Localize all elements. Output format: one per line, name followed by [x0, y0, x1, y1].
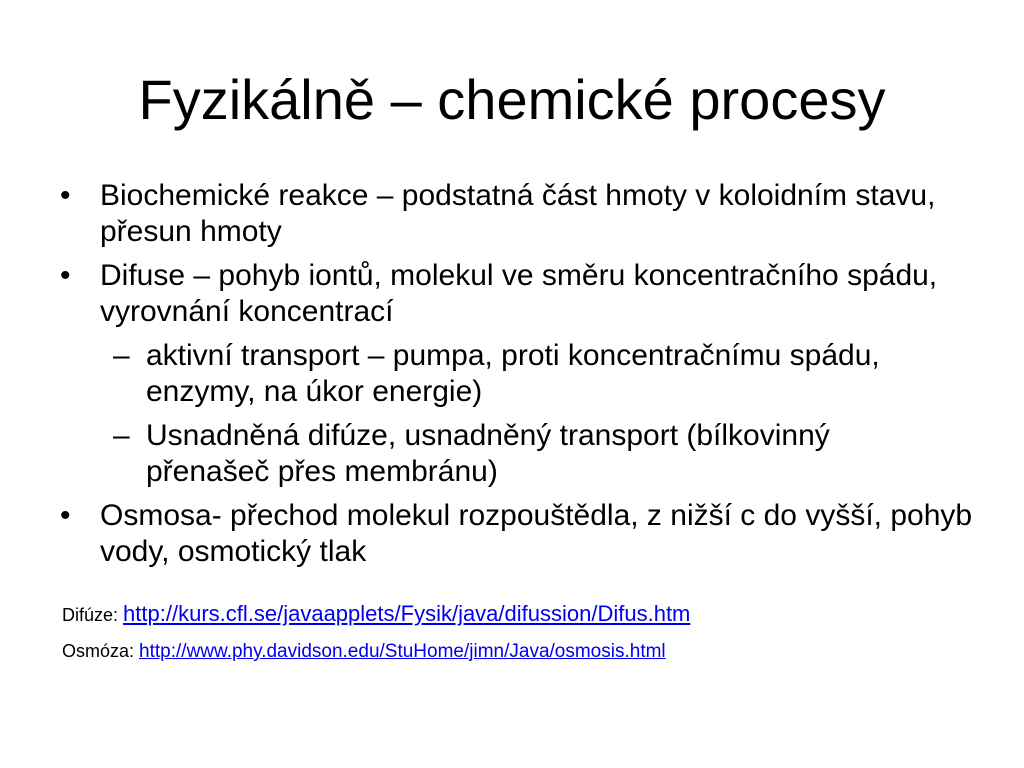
- bullet-item-biochemicke-reakce: [0, 178, 980, 250]
- link-label-difuze: Difúze:: [62, 605, 119, 625]
- sub-bullet-text: Usnadněná difúze, usnadněný transport (bílkovinný přenašeč přes membránu): [146, 419, 830, 488]
- bullet-text: Difuse – pohyb iontů, molekul ve směru koncentračního spádu, vyrovnání koncentrací: [100, 259, 938, 328]
- sub-bullet-marker: –: [113, 419, 130, 452]
- osmoza-link[interactable]: http://www.phy.davidson.edu/StuHome/jimn/Java/osmosis.html: [139, 641, 666, 662]
- bullet-marker: •: [60, 259, 71, 292]
- sub-bullet-aktivni-transport: [0, 338, 946, 410]
- sub-bullet-usnadnena-difuze: [0, 418, 946, 490]
- sub-bullet-text: aktivní transport – pumpa, proti koncentračnímu spádu, enzymy, na úkor energie): [146, 339, 880, 408]
- link-row-difuze: [62, 596, 1002, 633]
- bullet-text: Biochemické reakce – podstatná část hmoty v koloidním stavu, přesun hmoty: [100, 179, 936, 248]
- difuze-link[interactable]: http://kurs.cfl.se/javaapplets/Fysik/java/difussion/Difus.htm: [123, 601, 691, 626]
- reference-links: [62, 596, 1002, 670]
- bullet-marker: •: [60, 499, 71, 532]
- link-label-osmoza: Osmóza:: [62, 641, 135, 661]
- slide-title: Fyzikálně – chemické procesy: [138, 68, 886, 131]
- sub-bullet-marker: –: [113, 339, 130, 372]
- bullet-item-osmosa: [0, 498, 980, 570]
- bullet-item-difuse: [0, 258, 980, 330]
- bullet-list: [0, 178, 1024, 578]
- bullet-marker: •: [60, 179, 71, 212]
- link-row-osmoza: [62, 633, 1002, 670]
- bullet-text: Osmosa- přechod molekul rozpouštědla, z nižší c do vyšší, pohyb vody, osmotický tlak: [100, 499, 973, 568]
